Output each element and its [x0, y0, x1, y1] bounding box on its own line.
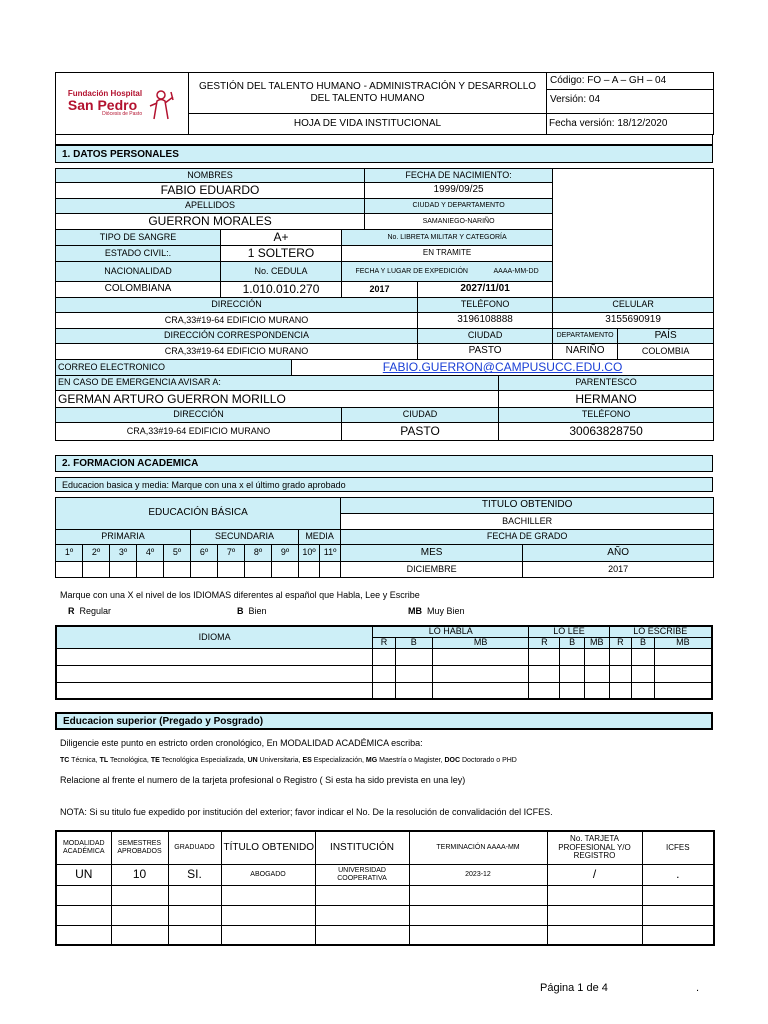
celular-field[interactable]: 3155690919 — [553, 313, 714, 329]
nacionalidad-field[interactable]: COLOMBIANA — [56, 282, 221, 298]
header-table — [55, 72, 714, 135]
apellidos-label: APELLIDOS — [56, 199, 365, 214]
ciudad-label: CIUDAD — [418, 329, 553, 344]
escribe-mb: MB — [654, 637, 712, 648]
em-direccion-label: DIRECCIÓN — [56, 408, 342, 423]
document-code: Código: FO – A – GH – 04 — [547, 73, 713, 90]
logo-line1: Fundación Hospital — [67, 89, 143, 98]
grade-5: 5º — [164, 545, 191, 562]
em-ciudad-label: CIUDAD — [342, 408, 499, 423]
pais-field[interactable]: COLOMBIA — [618, 344, 714, 360]
escribe-r: R — [609, 637, 632, 648]
table-row — [56, 864, 714, 885]
titulo-obtenido-field[interactable]: BACHILLER — [341, 514, 714, 530]
anio-label: AÑO — [523, 545, 714, 562]
exp-date-field[interactable]: 2027/11/01 — [418, 282, 553, 298]
correo-cell — [292, 360, 714, 376]
em-direccion-field[interactable]: CRA,33#19-64 EDIFICIO MURANO — [56, 423, 342, 441]
apellidos-field[interactable]: GUERRON MORALES — [56, 214, 365, 230]
parentesco-label: PARENTESCO — [499, 376, 714, 391]
h-terminacion: TERMINACIÓN AAAA-MM — [409, 831, 547, 864]
direccion-label: DIRECCIÓN — [56, 298, 418, 313]
tipo-sangre-label: TIPO DE SANGRE — [56, 230, 221, 246]
saint-emblem-icon — [146, 88, 176, 120]
tl-text: Tecnológica, — [108, 757, 151, 764]
grade-2: 2º — [83, 545, 110, 562]
h-semestres: SEMESTRES APROBADOS — [111, 831, 168, 864]
direccion-field[interactable]: CRA,33#19-64 EDIFICIO MURANO — [56, 313, 418, 329]
idiomas-intro: Marque con una X el nivel de los IDIOMAS diferentes al español que Habla, Lee y Escribe — [60, 590, 420, 600]
celular-label: CELULAR — [553, 298, 714, 313]
grade-box[interactable] — [110, 562, 137, 578]
nombres-label: NOMBRES — [56, 169, 365, 183]
superior-line3: Relacione al frente el numero de la tarjeta profesional o Registro ( Si esta ha sido prevista en una ley) — [60, 775, 466, 785]
row-semestres[interactable]: 10 — [111, 864, 168, 885]
grade-box[interactable] — [299, 562, 320, 578]
doc-key: DOC — [444, 757, 461, 764]
superior-line1: Diligencie este punto en estricto orden cronológico, En MODALIDAD ACADÉMICA escriba: — [60, 738, 423, 748]
mes-field[interactable]: DICIEMBRE — [341, 562, 523, 578]
idiomas-table — [55, 625, 713, 700]
row-institucion[interactable]: UNIVERSIDAD COOPERATIVA — [315, 864, 409, 885]
anio-field[interactable]: 2017 — [523, 562, 714, 578]
logo-line3: Diócesis de Pasto — [102, 111, 143, 117]
mg-text: Maestría o Magister, — [377, 757, 445, 764]
expedicion-label: FECHA Y LUGAR DE EXPEDICIÓN — [355, 267, 468, 275]
legend-mb-text: Muy Bien — [427, 606, 465, 616]
departamento-field[interactable]: NARIÑO — [553, 344, 618, 360]
spacer-row — [55, 134, 713, 145]
departamento-label: DEPARTAMENTO — [553, 329, 618, 344]
titulo-obtenido-label: TITULO OBTENIDO — [341, 498, 714, 514]
legend-mb — [408, 606, 465, 616]
row-tarjeta[interactable]: / — [547, 864, 642, 885]
logo-cell — [56, 73, 189, 135]
modalidad-legend — [60, 757, 517, 764]
tl-key: TL — [99, 757, 109, 764]
media-label: MEDIA — [299, 530, 341, 545]
table-row[interactable] — [56, 925, 714, 945]
grade-3: 3º — [110, 545, 137, 562]
dir-corr-label: DIRECCIÓN CORRESPONDENCIA — [56, 329, 418, 344]
h-graduado: GRADUADO — [168, 831, 221, 864]
document-subtitle: HOJA DE VIDA INSTITUCIONAL — [189, 114, 547, 135]
h-modalidad: MODALIDAD ACADÉMICA — [56, 831, 111, 864]
fecha-nac-label: FECHA DE NACIMIENTO: — [365, 169, 553, 183]
legend-r-key: R — [68, 606, 75, 616]
grade-11: 11º — [320, 545, 341, 562]
escribe-label: LO ESCRIBE — [609, 626, 712, 637]
em-ciudad-field[interactable]: PASTO — [342, 423, 499, 441]
exp-year-field[interactable]: 2017 — [342, 282, 418, 298]
grade-box[interactable] — [137, 562, 164, 578]
emergencia-label: EN CASO DE EMERGENCIA AVISAR A: — [56, 376, 499, 391]
grade-4: 4º — [137, 545, 164, 562]
idioma-label: IDIOMA — [56, 626, 373, 648]
superior-table — [55, 830, 715, 946]
grade-box[interactable] — [164, 562, 191, 578]
page-number: Página 1 de 4 — [540, 982, 608, 994]
grade-6: 6º — [191, 545, 218, 562]
tc-key: TC — [60, 757, 70, 764]
grade-9: 9º — [272, 545, 299, 562]
grade-box[interactable] — [83, 562, 110, 578]
mg-key: MG — [365, 757, 378, 764]
document-version: Versión: 04 — [550, 94, 601, 105]
h-titulo: TÍTULO OBTENIDO — [221, 831, 315, 864]
row-modalidad[interactable]: UN — [56, 864, 111, 885]
un-key: UN — [247, 757, 258, 764]
section-formacion: 2. FORMACION ACADEMICA — [55, 455, 713, 472]
legend-b-text: Bien — [248, 606, 267, 616]
educacion-basica-table — [55, 497, 714, 578]
grade-7: 7º — [218, 545, 245, 562]
habla-mb: MB — [432, 637, 529, 648]
legend-mb-key: MB — [408, 606, 422, 616]
nacionalidad-label: NACIONALIDAD — [56, 262, 221, 282]
basica-note: Educacion basica y media: Marque con una x el último grado aprobado — [55, 477, 713, 492]
grade-box[interactable] — [245, 562, 272, 578]
em-telefono-field[interactable]: 30063828750 — [499, 423, 714, 441]
footer-dot: . — [696, 982, 700, 994]
table-row[interactable] — [56, 885, 714, 905]
document-title: GESTIÓN DEL TALENTO HUMANO - ADMINISTRACIÓN Y DESARROLLO DEL TALENTO HUMANO — [189, 73, 547, 114]
estado-civil-label: ESTADO CIVIL:. — [56, 246, 221, 262]
idioma-row[interactable] — [56, 648, 712, 665]
ciudad-depto-label: CIUDAD Y DEPARTAMENTO — [365, 199, 553, 214]
fecha-grado-label: FECHA DE GRADO — [341, 530, 714, 545]
idioma-row[interactable] — [56, 665, 712, 682]
lee-b: B — [560, 637, 585, 648]
legend-r-text: Regular — [79, 606, 112, 616]
grade-box[interactable] — [191, 562, 218, 578]
correo-link[interactable]: FABIO.GUERRON@CAMPUSUCC.EDU.CO — [382, 360, 623, 375]
escribe-b: B — [632, 637, 655, 648]
educacion-basica-label: EDUCACIÓN BÁSICA — [56, 498, 341, 530]
pais-label: PAÍS — [618, 329, 714, 344]
tipo-sangre-field[interactable]: A+ — [221, 230, 342, 246]
lee-r: R — [529, 637, 560, 648]
idioma-row[interactable] — [56, 682, 712, 699]
mes-label: MES — [341, 545, 523, 562]
habla-b: B — [395, 637, 432, 648]
te-key: TE — [150, 757, 160, 764]
primaria-label: PRIMARIA — [56, 530, 191, 545]
personal-data-table — [55, 168, 714, 441]
telefono-field[interactable]: 3196108888 — [418, 313, 553, 329]
fecha-nac-field[interactable]: 1999/09/25 — [365, 183, 553, 199]
ciudad-depto-field[interactable]: SAMANIEGO-NARIÑO — [365, 214, 553, 230]
libreta-label: No. LIBRETA MILITAR Y CATEGORÍA — [342, 230, 553, 246]
un-text: Universitaria, — [257, 757, 303, 764]
nombres-field[interactable]: FABIO EDUARDO — [56, 183, 365, 199]
expedicion-label-cell — [342, 262, 553, 282]
lee-mb: MB — [584, 637, 609, 648]
ciudad-field[interactable]: PASTO — [418, 344, 553, 360]
superior-nota: NOTA: Si su titulo fue expedido por institución del exterior; favor indicar el No. De la resolución de convalidación del ICFES. — [60, 807, 553, 817]
lee-label: LO LEE — [529, 626, 609, 637]
h-institucion: INSTITUCIÓN — [315, 831, 409, 864]
habla-r: R — [373, 637, 396, 648]
section-datos-personales: 1. DATOS PERSONALES — [55, 145, 713, 163]
telefono-label: TELÉFONO — [418, 298, 553, 313]
grade-1: 1º — [56, 545, 83, 562]
tc-text: Técnica, — [69, 757, 100, 764]
code-version-cell — [547, 73, 714, 114]
secundaria-label: SECUNDARIA — [191, 530, 299, 545]
table-row[interactable] — [56, 905, 714, 925]
photo-box — [553, 169, 714, 298]
fecha-formato: AAAA-MM-DD — [493, 267, 539, 275]
row-graduado[interactable]: SI. — [168, 864, 221, 885]
grade-box[interactable] — [320, 562, 341, 578]
cedula-field[interactable]: 1.010.010.270 — [221, 282, 342, 298]
h-tarjeta: No. TARJETA PROFESIONAL Y/O REGISTRO — [547, 831, 642, 864]
section-superior: Educacion superior (Pregado y Posgrado) — [55, 712, 713, 730]
estado-civil-field[interactable]: 1 SOLTERO — [221, 246, 342, 262]
dir-corr-field[interactable]: CRA,33#19-64 EDIFICIO MURANO — [56, 344, 418, 360]
grade-box[interactable] — [272, 562, 299, 578]
te-text: Tecnológica Especializada, — [159, 757, 248, 764]
idiomas-legend — [68, 606, 111, 616]
es-text: Especialización, — [311, 757, 366, 764]
hospital-logo — [58, 88, 186, 120]
version-date: Fecha versión: 18/12/2020 — [547, 114, 714, 135]
em-telefono-label: TELÉFONO — [499, 408, 714, 423]
logo-line2: San Pedro — [67, 97, 138, 113]
cedula-label: No. CEDULA — [221, 262, 342, 282]
correo-label: CORREO ELECTRONICO — [56, 360, 292, 376]
grade-8: 8º — [245, 545, 272, 562]
grade-box[interactable] — [218, 562, 245, 578]
doc-text: Doctorado o PHD — [460, 757, 517, 764]
grade-10: 10º — [299, 545, 320, 562]
legend-b-key: B — [237, 606, 244, 616]
row-terminacion[interactable]: 2023-12 — [409, 864, 547, 885]
row-titulo[interactable]: ABOGADO — [221, 864, 315, 885]
parentesco-field[interactable]: HERMANO — [499, 391, 714, 408]
emergencia-nombre-field[interactable]: GERMAN ARTURO GUERRON MORILLO — [56, 391, 499, 408]
row-icfes[interactable]: . — [642, 864, 714, 885]
grade-box[interactable] — [56, 562, 83, 578]
h-icfes: ICFES — [642, 831, 714, 864]
legend-b — [237, 606, 267, 616]
libreta-field[interactable]: EN TRAMITE — [342, 246, 553, 262]
habla-label: LO HABLA — [373, 626, 529, 637]
es-key: ES — [302, 757, 312, 764]
